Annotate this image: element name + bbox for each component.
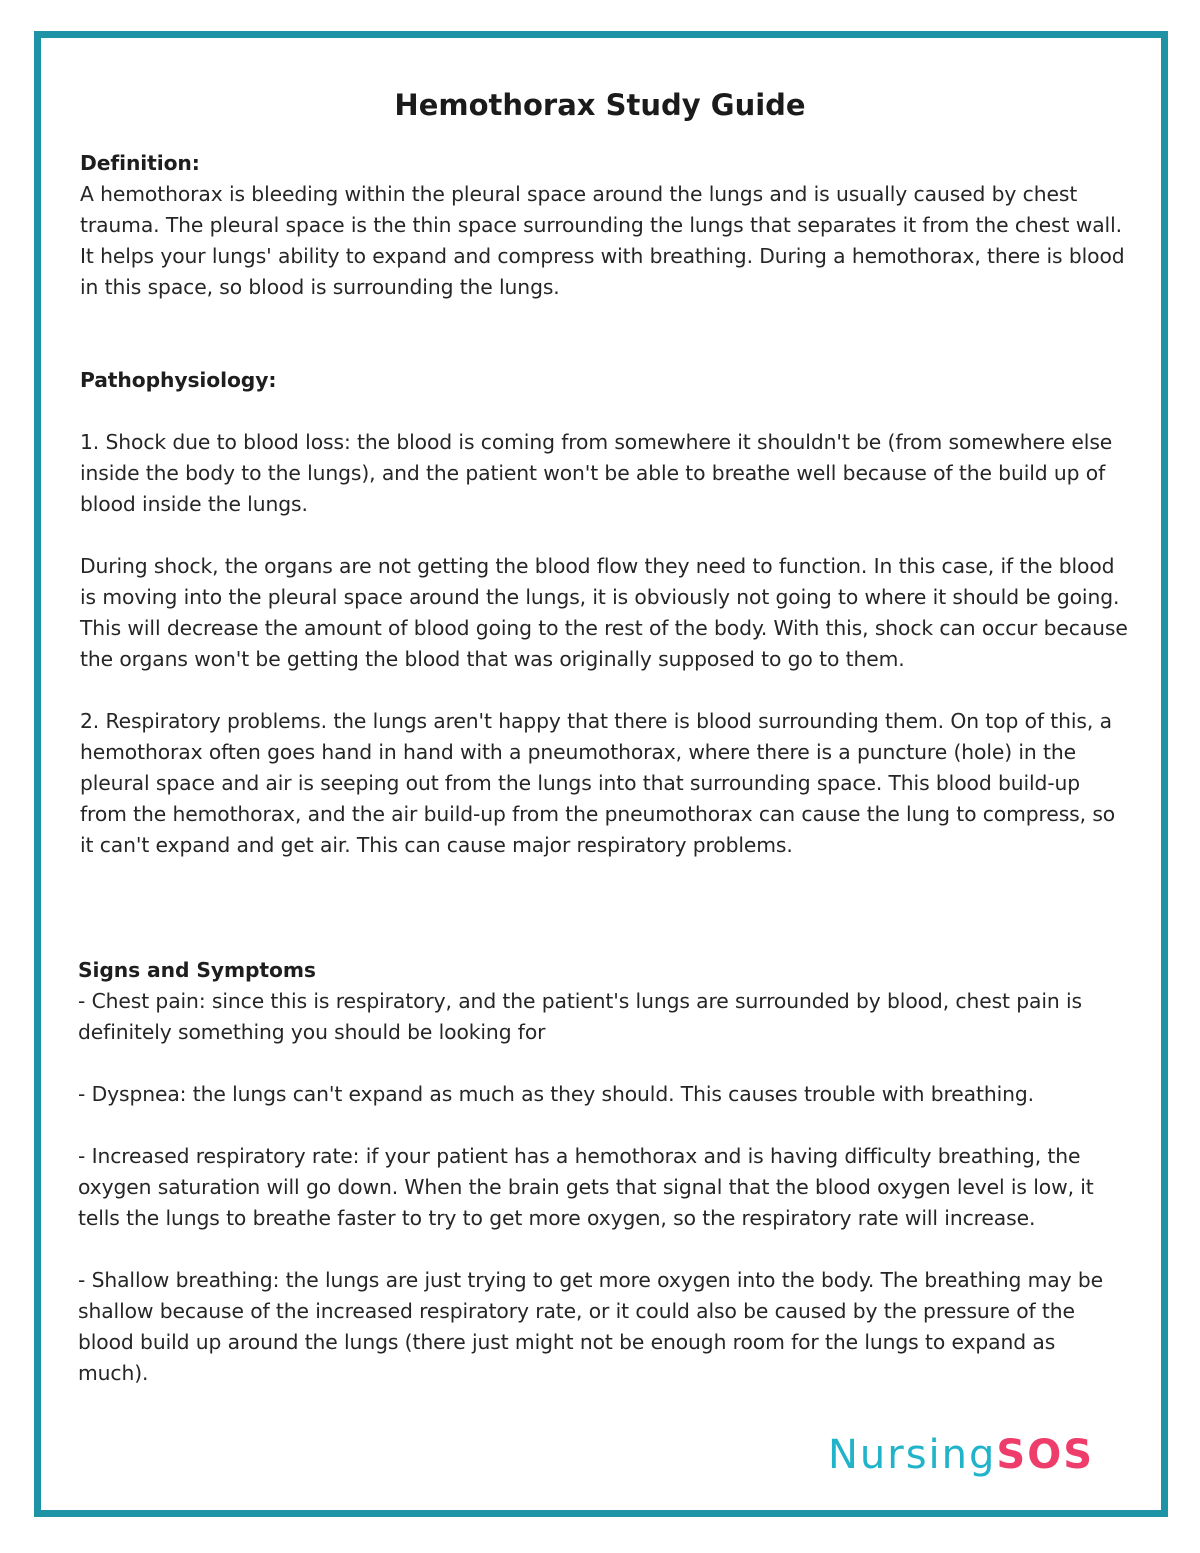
patho-paragraph-3: 2. Respiratory problems. the lungs aren't happy that there is blood surrounding them. On top of this, a hemothorax often goes hand in hand with a pneumothorax, where there is a puncture (hole) in the pleural space and air is seeping out from the lungs into that surrounding space. This blood build-up from the hemothorax, and the air build-up from the pneumothorax can cause the lung to compress, so it can't expand and get air. This can cause major respiratory problems. [80,709,1116,857]
pathophysiology-section [80,365,1130,861]
nursingsos-logo [828,1432,1094,1478]
definition-heading: Definition: [80,151,200,175]
logo-sos-text: SOS [996,1432,1095,1478]
logo-nursing-text: Nursing [828,1432,997,1478]
patho-paragraph-2: During shock, the organs are not getting the blood flow they need to function. In this case, if the blood is moving into the pleural space around the lungs, it is obviously not going to where it should be going. This will decrease the amount of blood going to the rest of the body. With this, shock can occur because the organs won't be getting the blood that was originally supposed to go to them. [80,554,1128,671]
symptom-item: - Dyspnea: the lungs can't expand as much as they should. This causes trouble with breathing. [78,1082,1034,1106]
symptom-item: - Shallow breathing: the lungs are just trying to get more oxygen into the body. The breathing may be shallow because of the increased respiratory rate, or it could also be caused by the pressure of the blood build up around the lungs (there just might not be enough room for the lungs to expand as much). [78,1268,1104,1385]
patho-paragraph-1: 1. Shock due to blood loss: the blood is coming from somewhere it shouldn't be (from somewhere else inside the body to the lungs), and the patient won't be able to breathe well because of the build up of blood inside the lungs. [80,430,1113,516]
signs-symptoms-section [78,955,1128,1389]
definition-section [80,148,1130,303]
signs-symptoms-heading: Signs and Symptoms [78,958,316,982]
definition-text: A hemothorax is bleeding within the pleural space around the lungs and is usually caused by chest trauma. The pleural space is the thin space surrounding the lungs that separates it from the chest wall. It helps your lungs' ability to expand and compress with breathing. During a hemothorax, there is blood in this space, so blood is surrounding the lungs. [80,182,1125,299]
pathophysiology-heading: Pathophysiology: [80,368,277,392]
symptom-item: - Increased respiratory rate: if your patient has a hemothorax and is having difficulty breathing, the oxygen saturation will go down. When the brain gets that signal that the blood oxygen level is low, it tells the lungs to breathe faster to try to get more oxygen, so the respiratory rate will increase. [78,1144,1094,1230]
symptom-item: - Chest pain: since this is respiratory, and the patient's lungs are surrounded by blood, chest pain is definitely something you should be looking for [78,989,1082,1044]
page-title: Hemothorax Study Guide [394,88,806,122]
